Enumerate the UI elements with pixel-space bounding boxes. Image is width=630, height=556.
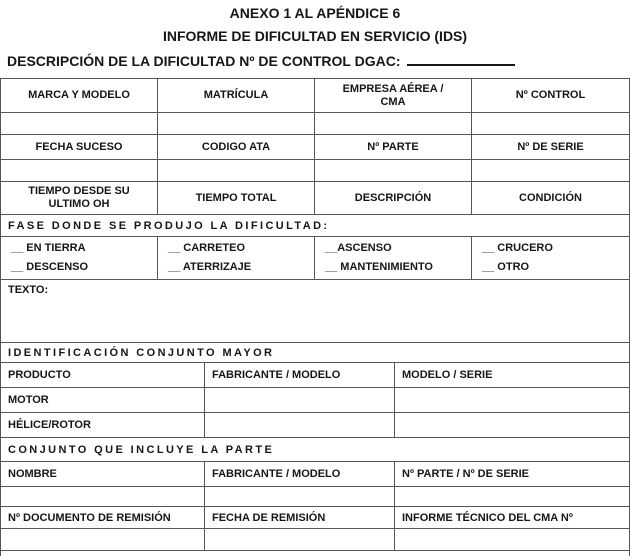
conjunto-mayor-header-row xyxy=(1,343,629,363)
texto-cell[interactable] xyxy=(1,280,629,342)
empresa-aerea-cma-header: EMPRESA AÉREA / CMA xyxy=(315,79,472,112)
conjunto-parte-columns-row xyxy=(1,462,629,487)
fecha-remision-input[interactable] xyxy=(205,529,395,550)
n-serie-header: Nº DE SERIE xyxy=(517,140,584,153)
empresa-aerea-cma-input[interactable] xyxy=(315,113,472,134)
n-documento-remision-header: Nº DOCUMENTO DE REMISIÓN xyxy=(1,507,205,528)
document-header xyxy=(0,0,630,69)
fecha-suceso-header: FECHA SUCESO xyxy=(1,135,158,159)
suceso-header-row xyxy=(1,135,629,160)
fecha-suceso-input[interactable] xyxy=(1,160,158,181)
parte-n-parte-serie-input[interactable] xyxy=(395,487,629,506)
nombre-col-header: NOMBRE xyxy=(1,462,205,486)
fase-section-header: FASE DONDE SE PRODUJO LA DIFICULTAD: xyxy=(8,219,330,232)
fase-cell-carreteo-aterrizaje xyxy=(158,237,315,279)
n-control-input[interactable] xyxy=(472,113,629,134)
fase-option-crucero[interactable]: __ CRUCERO xyxy=(482,242,553,254)
fase-option-otro[interactable]: __ OTRO xyxy=(482,261,530,273)
n-parte-serie-col-header: Nº PARTE / Nº DE SERIE xyxy=(402,468,530,480)
condicion-header: CONDICIÓN xyxy=(519,191,582,204)
producto-col-header: PRODUCTO xyxy=(1,363,205,387)
conjunto-parte-section-header: CONJUNTO QUE INCLUYE LA PARTE xyxy=(8,443,275,456)
fase-cell-tierra-descenso xyxy=(1,237,158,279)
nombre-input[interactable] xyxy=(1,487,205,506)
n-control-header: Nº CONTROL xyxy=(515,89,586,101)
texto-label: TEXTO: xyxy=(8,284,49,296)
conjunto-mayor-columns-row xyxy=(1,363,629,388)
codigo-ata-header: CODIGO ATA xyxy=(158,135,315,159)
matricula-header: MATRÍCULA xyxy=(158,79,315,112)
fabricante-modelo-col-header: FABRICANTE / MODELO xyxy=(205,363,395,387)
n-parte-header: Nº PARTE xyxy=(315,135,472,159)
informe-tecnico-cma-header: INFORME TÉCNICO DEL CMA Nº xyxy=(402,511,573,524)
motor-fabricante-input[interactable] xyxy=(205,388,395,412)
matricula-input[interactable] xyxy=(158,113,315,134)
aeronave-header-row xyxy=(1,79,629,113)
modelo-serie-col-header: MODELO / SERIE xyxy=(402,369,493,381)
tiempos-header-row xyxy=(1,182,629,215)
fase-option-ascenso[interactable]: __ASCENSO xyxy=(325,242,392,254)
codigo-ata-input[interactable] xyxy=(158,160,315,181)
texto-row xyxy=(1,280,629,343)
control-number-blank[interactable] xyxy=(407,53,515,66)
tiempo-ultimo-oh-header: TIEMPO DESDE SU ULTIMO OH xyxy=(1,182,158,214)
suceso-input-row xyxy=(1,160,629,182)
fase-option-descenso[interactable]: __ DESCENSO xyxy=(11,261,89,273)
motor-row xyxy=(1,388,629,413)
bottom-partial-row xyxy=(1,551,629,556)
fase-option-mantenimiento[interactable]: __ MANTENIMIENTO xyxy=(325,261,433,273)
conjunto-parte-header-row xyxy=(1,438,629,462)
control-number-label: DESCRIPCIÓN DE LA DIFICULTAD Nº DE CONTROL DGAC: xyxy=(7,53,401,69)
conjunto-parte-input-row xyxy=(1,487,629,507)
parte-fabricante-modelo-input[interactable] xyxy=(205,487,395,506)
fase-header-row xyxy=(1,215,629,237)
conjunto-mayor-section-header: IDENTIFICACIÓN CONJUNTO MAYOR xyxy=(8,346,275,359)
bottom-partial-cell xyxy=(1,551,629,556)
descripcion-header: DESCRIPCIÓN xyxy=(315,182,472,214)
fase-cell-ascenso-mantenimiento xyxy=(315,237,472,279)
motor-modelo-serie-input[interactable] xyxy=(395,388,629,412)
marca-modelo-input[interactable] xyxy=(1,113,158,134)
n-documento-remision-input[interactable] xyxy=(1,529,205,550)
aeronave-input-row xyxy=(1,113,629,135)
fecha-remision-header: FECHA DE REMISIÓN xyxy=(205,507,395,528)
form-title: ANEXO 1 AL APÉNDICE 6 xyxy=(229,5,401,21)
remision-columns-row xyxy=(1,507,629,529)
n-serie-input[interactable] xyxy=(472,160,629,181)
informe-tecnico-cma-input[interactable] xyxy=(395,529,629,550)
form-subtitle: INFORME DE DIFICULTAD EN SERVICIO (IDS) xyxy=(162,28,468,44)
helice-rotor-row xyxy=(1,413,629,438)
remision-input-row xyxy=(1,529,629,551)
fase-option-en-tierra[interactable]: __ EN TIERRA xyxy=(11,242,86,254)
motor-row-label: MOTOR xyxy=(1,388,205,412)
ids-form-table xyxy=(0,78,630,556)
fase-cell-crucero-otro xyxy=(472,237,629,279)
marca-modelo-header: MARCA Y MODELO xyxy=(1,79,158,112)
control-number-line xyxy=(0,53,630,69)
fabricante-modelo-col-header-2: FABRICANTE / MODELO xyxy=(205,462,395,486)
tiempo-total-header: TIEMPO TOTAL xyxy=(158,182,315,214)
helice-fabricante-input[interactable] xyxy=(205,413,395,437)
n-parte-input[interactable] xyxy=(315,160,472,181)
fase-option-aterrizaje[interactable]: __ ATERRIZAJE xyxy=(168,261,252,273)
fase-option-carreteo[interactable]: __ CARRETEO xyxy=(168,242,246,254)
helice-rotor-row-label: HÉLICE/ROTOR xyxy=(1,413,205,437)
fase-options-row xyxy=(1,237,629,280)
helice-modelo-serie-input[interactable] xyxy=(395,413,629,437)
